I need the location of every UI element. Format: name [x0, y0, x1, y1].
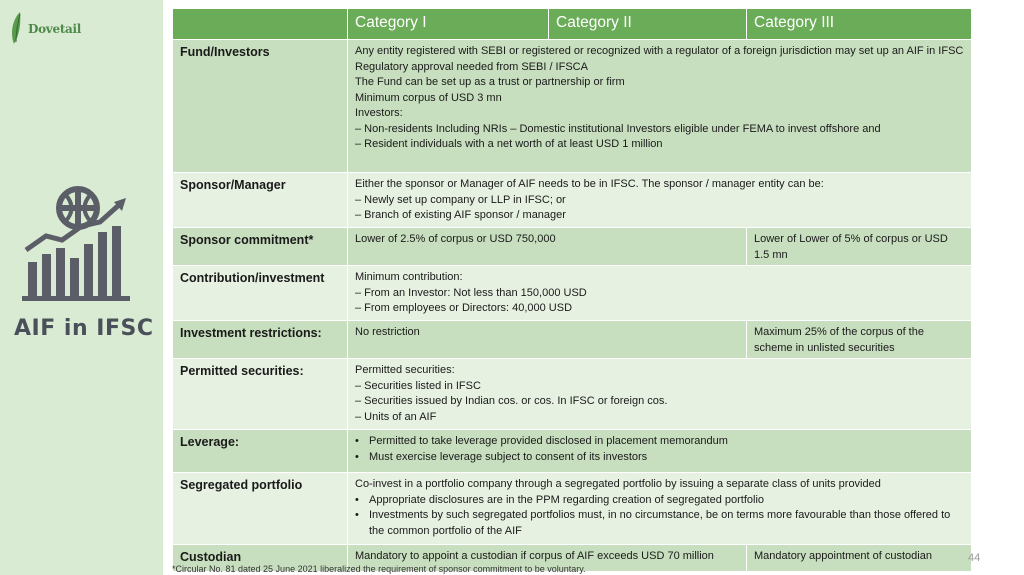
row-content: Any entity registered with SEBI or registered or recognized with a regulator of a foreign jurisdiction may set up an AIF in IFSC Regulatory approval needed from SEBI / IFSCA The Fund can be set up as a trust or partnership or firm Minimum corpus of USD 3 mn Investors: – Non-residents Including NRIs – Domestic institutional Investors eligible under FEMA to invest offshore and – Resident individuals with a net worth of at least USD 1 million	[348, 40, 972, 173]
table-row	[173, 321, 972, 359]
row-content-cat1-2: No restriction	[348, 321, 747, 359]
table-row	[173, 473, 972, 545]
logo-text: Dovetail	[28, 22, 82, 36]
row-content: Permitted securities: – Securities listed in IFSC – Securities issued by Indian cos. or cos. In IFSC or foreign cos. – Units of an AIF	[348, 359, 972, 430]
header-category-2: Category II	[549, 9, 747, 40]
table-row	[173, 359, 972, 430]
sidebar-title: AIF in IFSC	[14, 316, 154, 341]
header-blank	[173, 9, 348, 40]
row-content: • Permitted to take leverage provided disclosed in placement memorandum • Must exercise leverage subject to consent of its investors	[348, 430, 972, 473]
aif-category-table	[172, 8, 972, 572]
row-content-cat1-2: Lower of 2.5% of corpus or USD 750,000	[348, 228, 747, 266]
row-content: Co-invest in a portfolio company through a segregated portfolio by issuing a separate class of units provided • Appropriate disclosures are in the PPM regarding creation of segregated portfolio • Investments by such segregated portfolios must, in no circumstance, be on terms more favourable than those offered to the common portfolio of the AIF	[348, 473, 972, 545]
row-content-cat3: Maximum 25% of the corpus of the scheme in unlisted securities	[747, 321, 972, 359]
page-number: 44	[968, 552, 981, 564]
row-content-cat3: Lower of Lower of 5% of corpus or USD 1.5 mn	[747, 228, 972, 266]
row-label: Leverage:	[173, 430, 348, 473]
footnote: *Circular No. 81 dated 25 June 2021 liberalized the requirement of sponsor commitment to be voluntary.	[172, 564, 586, 574]
row-content-cat1-2: Mandatory to appoint a custodian if corpus of AIF exceeds USD 70 million	[348, 545, 747, 572]
table-row	[173, 430, 972, 473]
header-category-3: Category III	[747, 9, 972, 40]
row-content: Either the sponsor or Manager of AIF needs to be in IFSC. The sponsor / manager entity can be: – Newly set up company or LLP in IFSC; or – Branch of existing AIF sponsor / manager	[348, 173, 972, 228]
row-content: Minimum contribution: – From an Investor: Not less than 150,000 USD – From employees or Directors: 40,000 USD	[348, 266, 972, 321]
table-row	[173, 173, 972, 228]
table-row	[173, 228, 972, 266]
row-label: Contribution/investment	[173, 266, 348, 321]
row-label: Permitted securities:	[173, 359, 348, 430]
row-label: Sponsor commitment*	[173, 228, 348, 266]
row-label: Segregated portfolio	[173, 473, 348, 545]
row-label: Custodian	[173, 545, 348, 572]
row-label: Sponsor/Manager	[173, 173, 348, 228]
globe-growth-chart-icon	[22, 186, 134, 304]
row-label: Fund/Investors	[173, 40, 348, 173]
company-logo	[6, 8, 82, 48]
table-row	[173, 40, 972, 173]
row-content-cat3: Mandatory appointment of custodian	[747, 545, 972, 572]
row-label: Investment restrictions:	[173, 321, 348, 359]
table-header-row	[173, 9, 972, 40]
sidebar	[0, 0, 163, 575]
header-category-1: Category I	[348, 9, 549, 40]
table-row	[173, 266, 972, 321]
